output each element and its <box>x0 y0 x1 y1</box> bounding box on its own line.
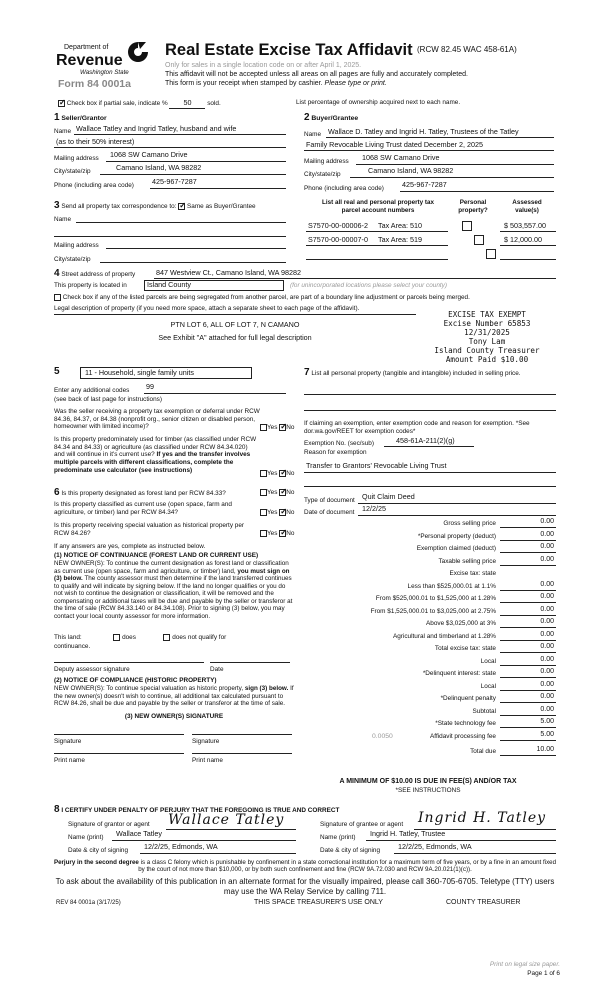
grantee-name-label: Name (print) <box>320 834 356 841</box>
seller-phone-label: Phone (including area code) <box>54 182 134 189</box>
form-id: Form 84 0001a <box>58 78 131 90</box>
ownership-note: List percentage of ownership acquired next to each name. <box>296 99 461 106</box>
fee-value[interactable]: 0.00 <box>540 518 554 525</box>
fee-value[interactable]: 10.00 <box>536 746 554 753</box>
fee-value[interactable]: 0.00 <box>540 655 554 663</box>
grantee-sig-label: Signature of grantee or agent <box>320 821 404 828</box>
parcel-col-header-1: List all real and personal property tax parcel account numbers <box>322 199 434 214</box>
rev-id: REV 84 0001a (3/17/25) <box>56 900 121 906</box>
grantor-date-label: Date & city of signing <box>68 847 129 854</box>
s5-q1-yes[interactable] <box>260 424 267 431</box>
s5-q2: Is this property predominately used for timber (as classified under RCW 84.34 and 84.33) or agriculture (as classified under RCW 84.34.020) and will continue in it's current use? If yes and the transfer involves multiple parcels with different classifications, complete the predominate use calculator (see instructions) <box>54 436 257 474</box>
grantor-date[interactable]: 12/2/25, Edmonds, WA <box>144 842 218 851</box>
s5-q1: Was the seller receiving a property tax exemption or deferral under RCW 84.36, 84.37, or 84.38 (nonprofit org., senior citizen or disabled person, homeowner with limited income)? <box>54 408 260 431</box>
s6-q2-yes[interactable] <box>260 509 267 516</box>
treasurer-only: THIS SPACE TREASURER'S USE ONLY <box>254 899 383 906</box>
s5-q2-yes[interactable] <box>260 470 267 477</box>
docdate[interactable]: 12/2/25 <box>362 504 386 513</box>
legal-desc-2[interactable]: See Exhibit "A" attached for full legal description <box>158 333 312 342</box>
legal-paper-note: Print on legal size paper. <box>489 961 560 968</box>
segregated-checkbox[interactable] <box>54 294 61 301</box>
seller-addr[interactable]: 1068 SW Camano Drive <box>110 150 188 159</box>
s6-q2: Is this property classified as current use (open space, farm and agriculture, or timber) land per RCW 84.34? <box>54 501 232 516</box>
grantee-name[interactable]: Ingrid H. Tatley, Trustee <box>370 829 446 838</box>
this-land-row: This land: does does not qualify for <box>54 634 227 642</box>
doctype-label: Type of document <box>304 497 355 504</box>
buyer-phone[interactable]: 425-967-7287 <box>402 180 447 189</box>
header-sub2: This affidavit will not be accepted unless all areas on all pages are fully and accurately completed. <box>165 71 468 78</box>
buyer-addr-label: Mailing address <box>304 158 349 165</box>
grantor-signature[interactable]: Wallace Tatley <box>168 812 285 828</box>
s6-q2-no[interactable] <box>279 509 286 516</box>
treasurer-stamp: EXCISE TAX EXEMPT Excise Number 65853 12/31/2025 Tony Lam Island County Treasurer Amount Paid $10.00 <box>434 310 540 364</box>
owner-print-1[interactable] <box>54 753 184 754</box>
parcel-3-number[interactable] <box>306 259 448 260</box>
codes-note: (see back of last page for instructions) <box>54 396 162 403</box>
parcel-col-header-2: Personal property? <box>458 199 488 214</box>
fee-label: Total excise tax: state <box>434 645 496 652</box>
notice-2-body: NEW OWNER(S): To continue special valuation as historic property, sign (3) below. If the new owner(s) doesn't wish to continue, all additional tax calculated pursuant to RCW 84.26, shall be due and payable by the seller or transferor at the time of sale. <box>54 685 294 708</box>
grantee-signature[interactable]: Ingrid H. Tatley <box>418 810 547 826</box>
fee-minimum: A MINIMUM OF $10.00 IS DUE IN FEE(S) AND/OR TAX <box>339 778 517 785</box>
doctype[interactable]: Quit Claim Deed <box>362 492 415 501</box>
seller-heading: 1 Seller/Grantor <box>54 112 107 123</box>
seller-city-label: City/state/zip <box>54 168 91 175</box>
form-title-ref: (RCW 82.45 WAC 458-61A) <box>417 45 517 54</box>
s5-q1-no[interactable] <box>279 424 286 431</box>
exempt-instructions: If claiming an exemption, enter exemption code and reason for exemption. *See dor.wa.gov/REET for exemption codes* <box>304 420 530 435</box>
grantee-date-label: Date & city of signing <box>320 847 381 854</box>
grantee-date[interactable]: 12/2/25, Edmonds, WA <box>398 842 472 851</box>
parcel-2-value[interactable]: $ 12,000.00 <box>504 235 542 244</box>
county-select[interactable]: Island County <box>144 280 284 291</box>
dor-logo <box>54 40 154 92</box>
header-sub1: Only for sales in a single location code on or after April 1, 2025. <box>165 62 362 69</box>
buyer-name-2[interactable]: Family Revocable Living Trust dated December 2, 2025 <box>306 140 483 149</box>
s7-heading: 7 List all personal property (tangible and intangible) included in selling price. <box>304 367 521 378</box>
street-address[interactable]: 847 Westview Ct., Camano Island, WA 98282 <box>156 268 302 277</box>
land-does-not-checkbox[interactable] <box>163 634 170 641</box>
exempt-reason[interactable]: Transfer to Grantors' Revocable Living Trust <box>306 461 447 470</box>
s6-q3-answer: Yes ✓ No <box>260 530 294 538</box>
fee-value[interactable]: 0.00 <box>540 580 554 588</box>
fee-label: Excise tax: state <box>449 570 496 577</box>
fee-value[interactable]: 0.00 <box>540 543 554 550</box>
revenue-label: Revenue <box>56 52 123 69</box>
unincorp-note: (for unincorporated locations please select your county) <box>290 282 448 289</box>
accessibility-notice: To ask about the availability of this publication in an alternate format for the visually impaired, please call 360-705-6705. Teletype (TTY) users may use the WA Relay Service by calling 711. <box>55 877 555 896</box>
fee-label: Affidavit processing fee <box>430 732 496 740</box>
parcel-1-value[interactable]: $ 503,557.00 <box>504 221 546 230</box>
print-label-2: Print name <box>192 757 223 764</box>
corr-city-label: City/state/zip <box>54 256 91 263</box>
fee-see-instructions: *SEE INSTRUCTIONS <box>395 787 461 794</box>
buyer-name-label: Name <box>304 131 322 138</box>
fee-value[interactable]: 0.00 <box>540 530 554 538</box>
reason-label: Reason for exemption <box>304 449 367 456</box>
buyer-city[interactable]: Camano Island, WA 98282 <box>368 166 454 175</box>
fee-label: Exemption claimed (deduct) <box>416 545 496 552</box>
partial-pct[interactable]: 50 <box>169 99 205 109</box>
owner-sig-1[interactable] <box>54 734 184 735</box>
fee-label: Agricultural and timberland at 1.28% <box>392 632 496 640</box>
notice-1-title: (1) NOTICE OF CONTINUANCE (FOREST LAND OR CURRENT USE) <box>54 552 259 559</box>
notice-3-title: (3) NEW OWNER(S) SIGNATURE <box>124 713 224 720</box>
s6-q1-yes[interactable] <box>260 489 267 496</box>
s5-q2-answer: Yes ✓ No <box>260 470 294 478</box>
seller-phone[interactable]: 425-967-7287 <box>152 177 197 186</box>
codes-label: Enter any additional codes <box>54 387 130 394</box>
deputy-label: Deputy assessor signature <box>54 666 130 673</box>
parcel-2-number[interactable]: S7570-00-00007-0 <box>308 235 368 244</box>
fee-value[interactable]: 0.00 <box>540 693 554 700</box>
page-number: Page 1 of 6 <box>527 970 560 977</box>
fee-value[interactable]: 5.00 <box>540 718 554 725</box>
deputy-sig-field[interactable] <box>54 662 204 663</box>
parcel-2-personal-checkbox[interactable] <box>474 235 484 245</box>
docdate-label: Date of document <box>304 509 355 516</box>
buyer-heading: 2 Buyer/Grantee <box>304 112 359 123</box>
corr-addr-label: Mailing address <box>54 242 99 249</box>
deputy-date-field[interactable] <box>210 662 290 663</box>
street-row: 4 Street address of property <box>54 268 136 279</box>
wa-state-label: Washington State <box>80 69 129 76</box>
s5-q1-answer: Yes ✓ No <box>260 424 294 432</box>
buyer-city-label: City/state/zip <box>304 171 341 178</box>
parcel-2-area[interactable]: Tax Area: 519 <box>378 235 422 244</box>
print-label-1: Print name <box>54 757 85 764</box>
fee-label: Subtotal <box>472 707 496 715</box>
fee-value[interactable]: 0.00 <box>540 618 554 625</box>
land-does-checkbox[interactable] <box>113 634 120 641</box>
exempt-no[interactable]: 458-61A-211(2)(g) <box>396 436 455 445</box>
s6-q2-answer: Yes ✓ No <box>260 509 294 517</box>
continuance-label: continuance. <box>54 643 91 650</box>
corr-addr-field[interactable] <box>106 248 286 249</box>
corr-name-label: Name <box>54 216 72 223</box>
buyer-phone-label: Phone (including area code) <box>304 185 384 192</box>
fee-label: Above $3,025,000 at 3% <box>426 620 496 627</box>
buyer-name-1[interactable]: Wallace D. Tatley and Ingrid H. Tatley, Trustees of the Tatley <box>328 127 519 136</box>
fee-value[interactable]: 0.00 <box>540 680 554 688</box>
exempt-no-label: Exemption No. (sec/sub) <box>304 440 374 447</box>
certify-row: 8 I CERTIFY UNDER PENALTY OF PERJURY THAT THE FOREGOING IS TRUE AND CORRECT <box>54 804 340 815</box>
local-rate: 0.0050 <box>372 733 393 740</box>
parcel-3-personal-checkbox[interactable] <box>486 249 496 259</box>
s6-q3-no[interactable] <box>279 530 286 537</box>
parcel-1-area[interactable]: Tax Area: 510 <box>378 221 422 230</box>
parcel-3-value[interactable] <box>500 259 556 260</box>
s6-q1-answer: Yes ✓ No <box>260 489 294 497</box>
partial-sale-row: ✓ Check box if partial sale, indicate % 50 sold. <box>58 99 221 109</box>
fee-value[interactable]: 0.00 <box>540 555 554 563</box>
s5-num: 5 <box>54 366 60 377</box>
fee-label: Taxable selling price <box>438 557 496 565</box>
fee-label: Total due <box>470 748 496 755</box>
fee-label: Local <box>480 657 496 665</box>
corr-heading: 3 Send all property tax correspondence to: ✓ Same as Buyer/Grantee <box>54 200 256 212</box>
seller-name-1[interactable]: Wallace Tatley and Ingrid Tatley, husband and wife <box>76 124 237 133</box>
perjury-notice: Perjury in the second degree is a class C felony which is punishable by confinement in a state correctional institution for a maximum term of five years, or by a fine in an amount fixed by the court of not more than $10,000, or by both such confinement and fine (RCW 9A.72.030 and RCW 9A.20.021(1)(c)). <box>53 859 557 874</box>
buyer-addr[interactable]: 1068 SW Camano Drive <box>362 153 440 162</box>
legal-label: Legal description of property (if you need more space, attach a separate sheet to each page of the affidavit). <box>54 305 360 312</box>
segregated-row: Check box if any of the listed parcels are being segregated from another parcel, are part of a boundary line adjustment or parcels being merged. <box>54 294 554 302</box>
legal-desc-1[interactable]: PTN LOT 6, ALL OF LOT 7, N CAMANO <box>170 320 300 329</box>
s6-q1: 6 Is this property designated as forest land per RCW 84.33? <box>54 487 226 498</box>
header-sub3: This form is your receipt when stamped by cashier. Please type or print. <box>165 80 387 87</box>
owner-sig-2[interactable] <box>192 734 292 735</box>
corr-city-field[interactable] <box>100 262 286 263</box>
s6-q1-no[interactable] <box>279 489 286 496</box>
fee-label: Gross selling price <box>443 520 496 527</box>
notice-2-title: (2) NOTICE OF COMPLIANCE (HISTORIC PROPERTY) <box>54 677 217 684</box>
county-treasurer: COUNTY TREASURER <box>446 899 521 906</box>
seller-city[interactable]: Camano Island, WA 98282 <box>116 163 202 172</box>
fee-value[interactable]: 0.00 <box>540 605 554 613</box>
grantor-sig-label: Signature of grantor or agent <box>68 821 150 828</box>
owner-print-2[interactable] <box>192 753 292 754</box>
seller-name-label: Name <box>54 128 72 135</box>
sig-label-1: Signature <box>54 738 82 745</box>
fee-value[interactable]: 0.00 <box>540 668 554 675</box>
fee-value[interactable]: 0.00 <box>540 705 554 713</box>
grantor-name[interactable]: Wallace Tatley <box>116 829 162 838</box>
seller-name-2[interactable]: (as to their 50% interest) <box>56 137 135 146</box>
additional-codes[interactable]: 99 <box>146 382 154 391</box>
s6-note: If any answers are yes, complete as instructed below. <box>54 543 206 550</box>
dept-of-label: Department of <box>64 44 109 51</box>
s6-q3: Is this property receiving special valuation as historical property per RCW 84.26? <box>54 522 245 537</box>
parcel-1-personal-checkbox[interactable] <box>462 221 472 231</box>
corr-name-field[interactable] <box>76 222 286 223</box>
fee-label: *Delinquent interest: state <box>422 670 496 677</box>
fee-label: From $1,525,000.01 to $3,025,000 at 2.75% <box>370 607 496 615</box>
fee-label: *State technology fee <box>435 720 496 727</box>
seller-addr-label: Mailing address <box>54 155 99 162</box>
fee-label: From $525,000.01 to $1,525,000 at 1.28% <box>375 595 496 602</box>
grantor-name-label: Name (print) <box>68 834 104 841</box>
same-as-buyer-checkbox[interactable] <box>178 203 185 210</box>
deputy-date-label: Date <box>210 666 224 673</box>
fee-value[interactable]: 0.00 <box>540 630 554 638</box>
fee-label: *Delinquent penalty <box>440 695 496 702</box>
fee-label: Local <box>480 682 496 690</box>
s5-q2-no[interactable] <box>279 470 286 477</box>
fee-value[interactable]: 5.00 <box>540 730 554 738</box>
form-title: Real Estate Excise Tax Affidavit <box>165 41 413 59</box>
land-use-select[interactable]: 11 - Household, single family units <box>80 367 252 379</box>
located-label: This property is located in <box>54 282 127 289</box>
s6-q3-yes[interactable] <box>260 530 267 537</box>
fee-value[interactable]: 0.00 <box>540 593 554 600</box>
fee-value[interactable]: 0.00 <box>540 643 554 650</box>
partial-sale-checkbox[interactable] <box>58 100 65 107</box>
sig-label-2: Signature <box>192 738 220 745</box>
fee-label: *Personal property (deduct) <box>417 532 496 540</box>
fee-label: Less than $525,000.01 at 1.1% <box>407 582 496 590</box>
revenue-swirl-icon <box>126 40 150 64</box>
parcel-col-header-3: Assessed value(s) <box>512 199 542 214</box>
notice-1-body: NEW OWNER(S): To continue the current designation as forest land or classification as current use (open space, farm and agriculture, or timber) land, you must sign on (3) below. The county assessor must then determine if the land transferred continues to qualify and will indicate by signing below. If the land no longer qualifies or you do not wish to continue the designation or classification, it will be removed and the compensating or additional taxes will be due and payable by the seller or transferor at the time of sale (RCW 84.33.140 or 84.34.108). Prior to signing (3) below, you may contact your local county assessor for more information. <box>54 560 293 620</box>
parcel-1-number[interactable]: S7570-00-00006-2 <box>308 221 368 230</box>
